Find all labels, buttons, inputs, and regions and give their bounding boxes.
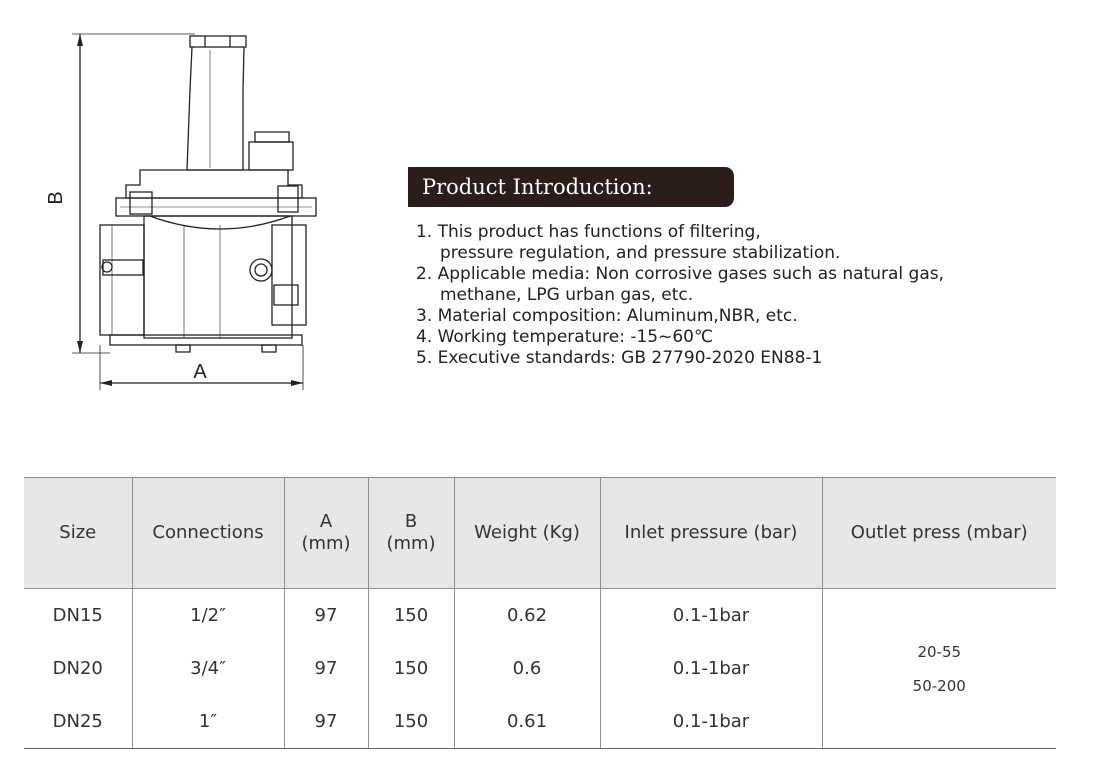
header-weight: Weight (Kg)	[454, 478, 600, 589]
header-connections: Connections	[132, 478, 284, 589]
cell-size: DN25	[24, 695, 132, 749]
cell-size: DN20	[52, 658, 103, 679]
cell-inlet: 0.1-1bar	[600, 695, 822, 749]
cell-b: 150	[368, 589, 454, 643]
cell-b: 150	[368, 642, 454, 695]
dim-b-label: B	[45, 191, 67, 205]
product-intro-list	[416, 222, 944, 369]
intro-item-4: 4. Working temperature: -15~60℃	[416, 327, 714, 347]
outlet-value-1: 20-55	[917, 642, 962, 661]
intro-item-1: 1. This product has functions of filtering,	[416, 222, 761, 242]
intro-item-2-cont: methane, LPG urban gas, etc.	[440, 285, 694, 305]
intro-item-5: 5. Executive standards: GB 27790-2020 EN88-1	[416, 348, 823, 368]
cell-a: 97	[284, 695, 368, 749]
regulator-drawing	[40, 20, 330, 400]
table-header-row	[24, 478, 1056, 589]
cell-outlet	[822, 589, 1056, 749]
cell-size: DN15	[52, 605, 103, 626]
cell-inlet: 0.1-1bar	[600, 589, 822, 643]
cell-connection: 1″	[132, 695, 284, 749]
intro-item-1-cont: pressure regulation, and pressure stabilization.	[440, 243, 841, 263]
cell-weight: 0.6	[454, 642, 600, 695]
header-a: A (mm)	[284, 478, 368, 589]
header-b: B (mm)	[368, 478, 454, 589]
header-inlet: Inlet pressure (bar)	[600, 478, 822, 589]
cell-a: 97	[284, 589, 368, 643]
cell-connection: 3/4″	[132, 642, 284, 695]
cell-a: 97	[284, 642, 368, 695]
cell-connection: 1/2″	[132, 589, 284, 643]
intro-item-3: 3. Material composition: Aluminum,NBR, etc.	[416, 306, 798, 326]
header-outlet: Outlet press (mbar)	[822, 478, 1056, 589]
table-row	[24, 589, 1056, 643]
intro-item-2: 2. Applicable media: Non corrosive gases such as natural gas,	[416, 264, 945, 284]
cell-weight: 0.61	[454, 695, 600, 749]
dim-a-label: A	[193, 361, 207, 383]
cell-b: 150	[368, 695, 454, 749]
header-size: Size	[24, 478, 132, 589]
product-intro-title: Product Introduction:	[408, 167, 734, 207]
outlet-value-2: 50-200	[912, 676, 966, 695]
cell-inlet: 0.1-1bar	[600, 642, 822, 695]
spec-table	[24, 477, 1056, 749]
cell-weight: 0.62	[454, 589, 600, 643]
